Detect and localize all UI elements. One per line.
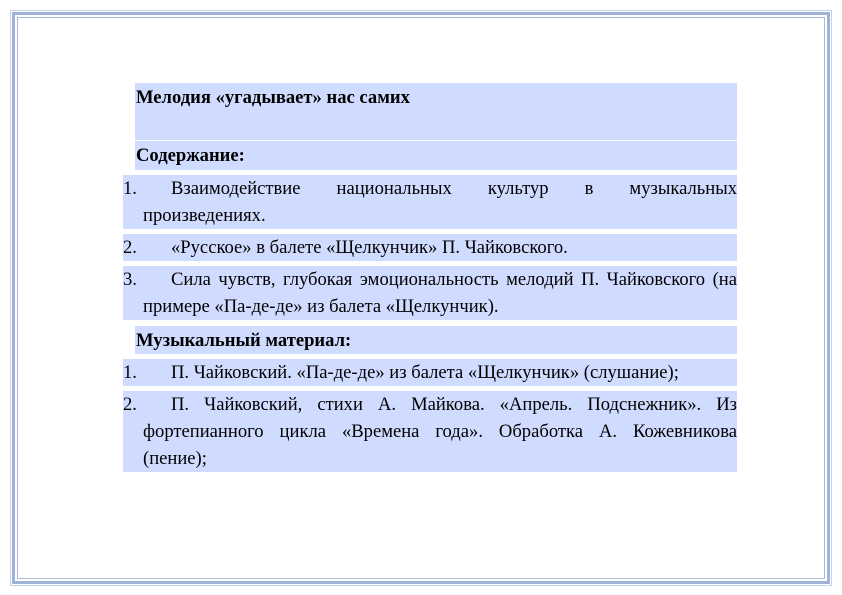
list-item-text: Сила чувств, глубокая эмоциональность мелодий П. Чайковского (на примере «Па-де-де» из балета «Щелкунчик).	[143, 269, 737, 317]
list-item-text: «Русское» в балете «Щелкунчик» П. Чайковского.	[171, 237, 568, 258]
list-item	[123, 234, 737, 261]
list-number: 3.	[123, 269, 137, 290]
slide-content	[123, 83, 737, 472]
lesson-title	[135, 83, 737, 112]
list-item-text: Взаимодействие национальных культур в музыкальных произведениях.	[143, 178, 737, 226]
list-number: 2.	[123, 394, 137, 415]
list-item-text: П. Чайковский, стихи А. Майкова. «Апрель. Подснежник». Из фортепианного цикла «Времена года». Обработка А. Кожевникова (пение);	[143, 394, 737, 469]
material-heading-text: Музыкальный материал:	[136, 330, 352, 351]
list-item	[123, 266, 737, 320]
list-item	[123, 175, 737, 229]
list-item	[123, 359, 737, 386]
list-number: 2.	[123, 237, 137, 258]
content-heading-text: Содержание:	[136, 145, 245, 166]
list-number: 1.	[123, 178, 137, 199]
lesson-title-text: Мелодия «угадывает» нас самих	[136, 87, 410, 108]
content-heading	[135, 141, 737, 170]
list-item	[123, 391, 737, 472]
list-number: 1.	[123, 362, 137, 383]
material-heading	[135, 326, 737, 354]
list-item-text: П. Чайковский. «Па-де-де» из балета «Щелкунчик» (слушание);	[171, 362, 679, 383]
